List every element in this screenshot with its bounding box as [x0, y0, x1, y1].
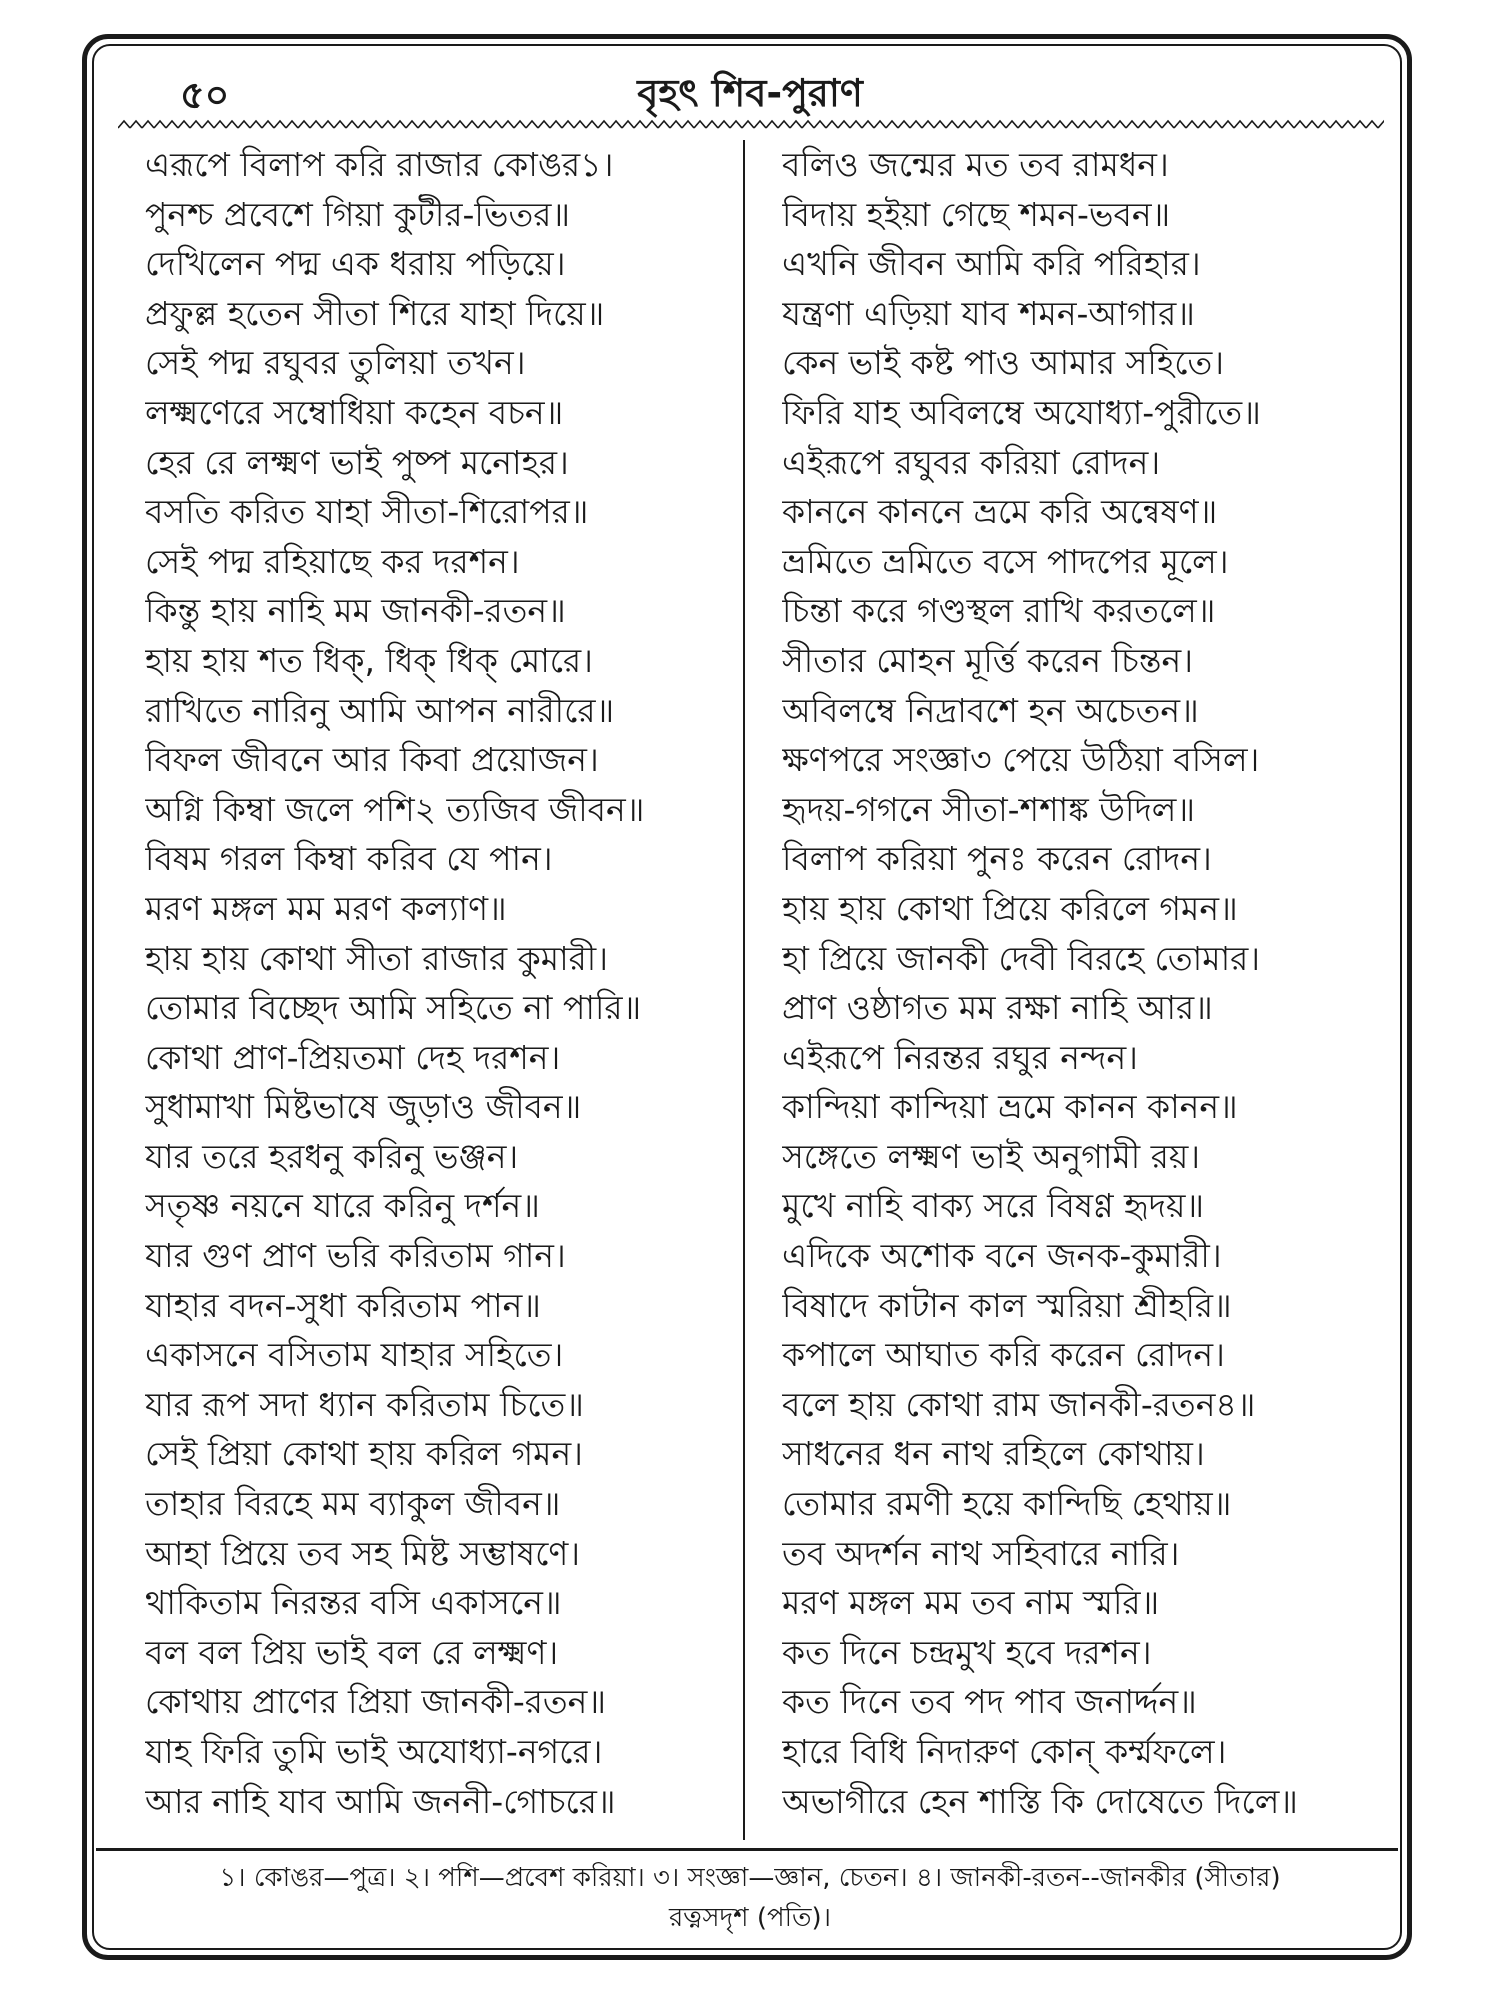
footnote-rule — [96, 1848, 1398, 1851]
footnote-line: ১। কোঙর—পুত্র। ২। পশি—প্রবেশ করিয়া। ৩। সংজ্ঞা—জ্ঞান, চেতন। ৪। জানকী-রতন--জানকীর (সীতার) — [219, 1863, 1281, 1893]
verse-line: মুখে নাহি বাক্য সরে বিষণ্ণ হৃদয়॥ — [782, 1186, 1205, 1226]
column-divider — [743, 140, 745, 1840]
verse-line: কোথা প্রাণ-প্রিয়তমা দেহ দরশন। — [145, 1037, 561, 1077]
verse-line: থাকিতাম নিরন্তর বসি একাসনে॥ — [145, 1583, 562, 1623]
verse-line: কান্দিয়া কান্দিয়া ভ্রমে কানন কানন॥ — [782, 1087, 1238, 1127]
verse-line: দেখিলেন পদ্ম এক ধরায় পড়িয়ে। — [145, 244, 566, 284]
verse-line: কাননে কাননে ভ্রমে করি অন্বেষণ॥ — [782, 492, 1218, 532]
verse-line: অভাগীরে হেন শাস্তি কি দোষেতে দিলে॥ — [782, 1781, 1298, 1821]
verse-line: কত দিনে চন্দ্রমুখ হবে দরশন। — [782, 1632, 1152, 1672]
verse-line: সতৃষ্ণ নয়নে যারে করিনু দর্শন॥ — [145, 1186, 540, 1226]
verse-line: মরণ মঙ্গল মম তব নাম স্মরি॥ — [782, 1583, 1160, 1623]
verse-column-right — [782, 140, 1382, 1826]
verse-line: প্রাণ ওষ্ঠাগত মম রক্ষা নাহি আর॥ — [782, 988, 1213, 1028]
verse-line: সীতার মোহন মূর্ত্তি করেন চিন্তন। — [782, 640, 1194, 680]
verse-line: যার রূপ সদা ধ্যান করিতাম চিতে॥ — [145, 1384, 584, 1424]
verse-line: এইরূপে রঘুবর করিয়া রোদন। — [782, 442, 1161, 482]
verse-line: প্রফুল্ল হতেন সীতা শিরে যাহা দিয়ে॥ — [145, 293, 605, 333]
verse-line: হায় হায় কোথা সীতা রাজার কুমারী। — [145, 938, 609, 978]
verse-line: বল বল প্রিয় ভাই বল রে লক্ষ্মণ। — [145, 1632, 559, 1672]
verse-line: তোমার রমণী হয়ে কান্দিছি হেথায়॥ — [782, 1484, 1232, 1524]
verse-line: হারে বিধি নিদারুণ কোন্ কর্ম্মফলে। — [782, 1732, 1227, 1771]
verse-line: এদিকে অশোক বনে জনক-কুমারী। — [782, 1236, 1222, 1276]
verse-line: বিলাপ করিয়া পুনঃ করেন রোদন। — [782, 839, 1212, 879]
verse-line: সেই পদ্ম রহিয়াছে কর দরশন। — [145, 541, 520, 581]
verse-line: যাহ ফিরি তুমি ভাই অযোধ্যা-নগরে। — [145, 1732, 603, 1771]
verse-line: এরূপে বিলাপ করি রাজার কোঙর১। — [145, 145, 614, 184]
verse-line: অবিলম্বে নিদ্রাবশে হন অচেতন॥ — [782, 690, 1199, 730]
verse-line: অগ্নি কিম্বা জলে পশি২ ত্যজিব জীবন॥ — [145, 789, 645, 829]
verse-line: যাহার বদন-সুধা করিতাম পান॥ — [145, 1285, 541, 1325]
book-title: বৃহৎ শিব-পুরাণ — [637, 71, 863, 115]
verse-line: বিফল জীবনে আর কিবা প্রয়োজন। — [145, 740, 599, 780]
verse-line: এখনি জীবন আমি করি পরিহার। — [782, 244, 1201, 284]
verse-line: যার গুণ প্রাণ ভরি করিতাম গান। — [145, 1236, 566, 1276]
verse-line: এইরূপে নিরন্তর রঘুর নন্দন। — [782, 1037, 1138, 1077]
verse-line: সেই পদ্ম রঘুবর তুলিয়া তখন। — [145, 343, 526, 383]
verse-line: বলিও জন্মের মত তব রামধন। — [782, 145, 1169, 184]
verse-line: কিন্তু হায় নাহি মম জানকী-রতন॥ — [145, 591, 566, 631]
verse-line: কোথায় প্রাণের প্রিয়া জানকী-রতন॥ — [145, 1682, 607, 1722]
verse-line: কপালে আঘাত করি করেন রোদন। — [782, 1335, 1225, 1375]
verse-line: তোমার বিচ্ছেদ আমি সহিতে না পারি॥ — [145, 988, 642, 1028]
footnotes — [130, 1858, 1370, 1938]
verse-line: হায় হায় কোথা প্রিয়ে করিলে গমন॥ — [782, 888, 1238, 928]
verse-line: সুধামাখা মিষ্টভাষে জুড়াও জীবন॥ — [145, 1087, 582, 1127]
verse-line: পুনশ্চ প্রবেশে গিয়া কুটীর-ভিতর॥ — [145, 194, 571, 234]
verse-column-left — [145, 140, 745, 1826]
verse-line: বিষম গরল কিম্বা করিব যে পান। — [145, 839, 553, 879]
verse-line: যন্ত্রণা এড়িয়া যাব শমন-আগার॥ — [782, 293, 1195, 333]
verse-line: লক্ষ্মণেরে সম্বোধিয়া কহেন বচন॥ — [145, 392, 564, 432]
verse-line: ক্ষণপরে সংজ্ঞা৩ পেয়ে উঠিয়া বসিল। — [782, 740, 1260, 780]
verse-line: সঙ্গেতে লক্ষ্মণ ভাই অনুগামী রয়। — [782, 1136, 1201, 1176]
verse-line: কত দিনে তব পদ পাব জনার্দ্দন॥ — [782, 1682, 1197, 1722]
verse-line: তাহার বিরহে মম ব্যাকুল জীবন॥ — [145, 1484, 561, 1524]
verse-line: হের রে লক্ষ্মণ ভাই পুষ্প মনোহর। — [145, 442, 569, 482]
verse-line: হা প্রিয়ে জানকী দেবী বিরহে তোমার। — [782, 938, 1261, 978]
verse-line: হৃদয়-গগনে সীতা-শশাঙ্ক উদিল॥ — [782, 789, 1196, 829]
verse-line: মরণ মঙ্গল মম মরণ কল্যাণ॥ — [145, 888, 507, 928]
header-zigzag-rule — [118, 118, 1384, 132]
verse-line: সেই প্রিয়া কোথা হায় করিল গমন। — [145, 1434, 583, 1474]
verse-line: একাসনে বসিতাম যাহার সহিতে। — [145, 1335, 564, 1375]
verse-line: তব অদর্শন নাথ সহিবারে নারি। — [782, 1533, 1180, 1573]
verse-line: রাখিতে নারিনু আমি আপন নারীরে॥ — [145, 690, 615, 730]
verse-line: আহা প্রিয়ে তব সহ মিষ্ট সম্ভাষণে। — [145, 1533, 581, 1573]
verse-line: বসতি করিত যাহা সীতা-শিরোপর॥ — [145, 492, 589, 532]
footnote-line: রত্নসদৃশ (পতি)। — [668, 1903, 832, 1933]
verse-line: হায় হায় শত ধিক্, ধিক্ ধিক্ মোরে। — [145, 640, 593, 680]
verse-line: বিদায় হইয়া গেছে শমন-ভবন॥ — [782, 194, 1171, 234]
verse-line: বিষাদে কাটান কাল স্মরিয়া শ্রীহরি॥ — [782, 1285, 1232, 1325]
verse-line: বলে হায় কোথা রাম জানকী-রতন৪॥ — [782, 1384, 1256, 1424]
page-number: ৫০ — [180, 73, 230, 117]
verse-line: কেন ভাই কষ্ট পাও আমার সহিতে। — [782, 343, 1225, 383]
verse-line: ফিরি যাহ অবিলম্বে অযোধ্যা-পুরীতে॥ — [782, 392, 1261, 432]
verse-line: যার তরে হরধনু করিনু ভঞ্জন। — [145, 1136, 519, 1176]
verse-line: সাধনের ধন নাথ রহিলে কোথায়। — [782, 1434, 1205, 1474]
page-header — [110, 58, 1390, 118]
verse-line: আর নাহি যাব আমি জননী-গোচরে॥ — [145, 1781, 616, 1821]
verse-line: চিন্তা করে গণ্ডস্থল রাখি করতলে॥ — [782, 591, 1216, 631]
verse-line: ভ্রমিতে ভ্রমিতে বসে পাদপের মূলে। — [782, 541, 1229, 581]
